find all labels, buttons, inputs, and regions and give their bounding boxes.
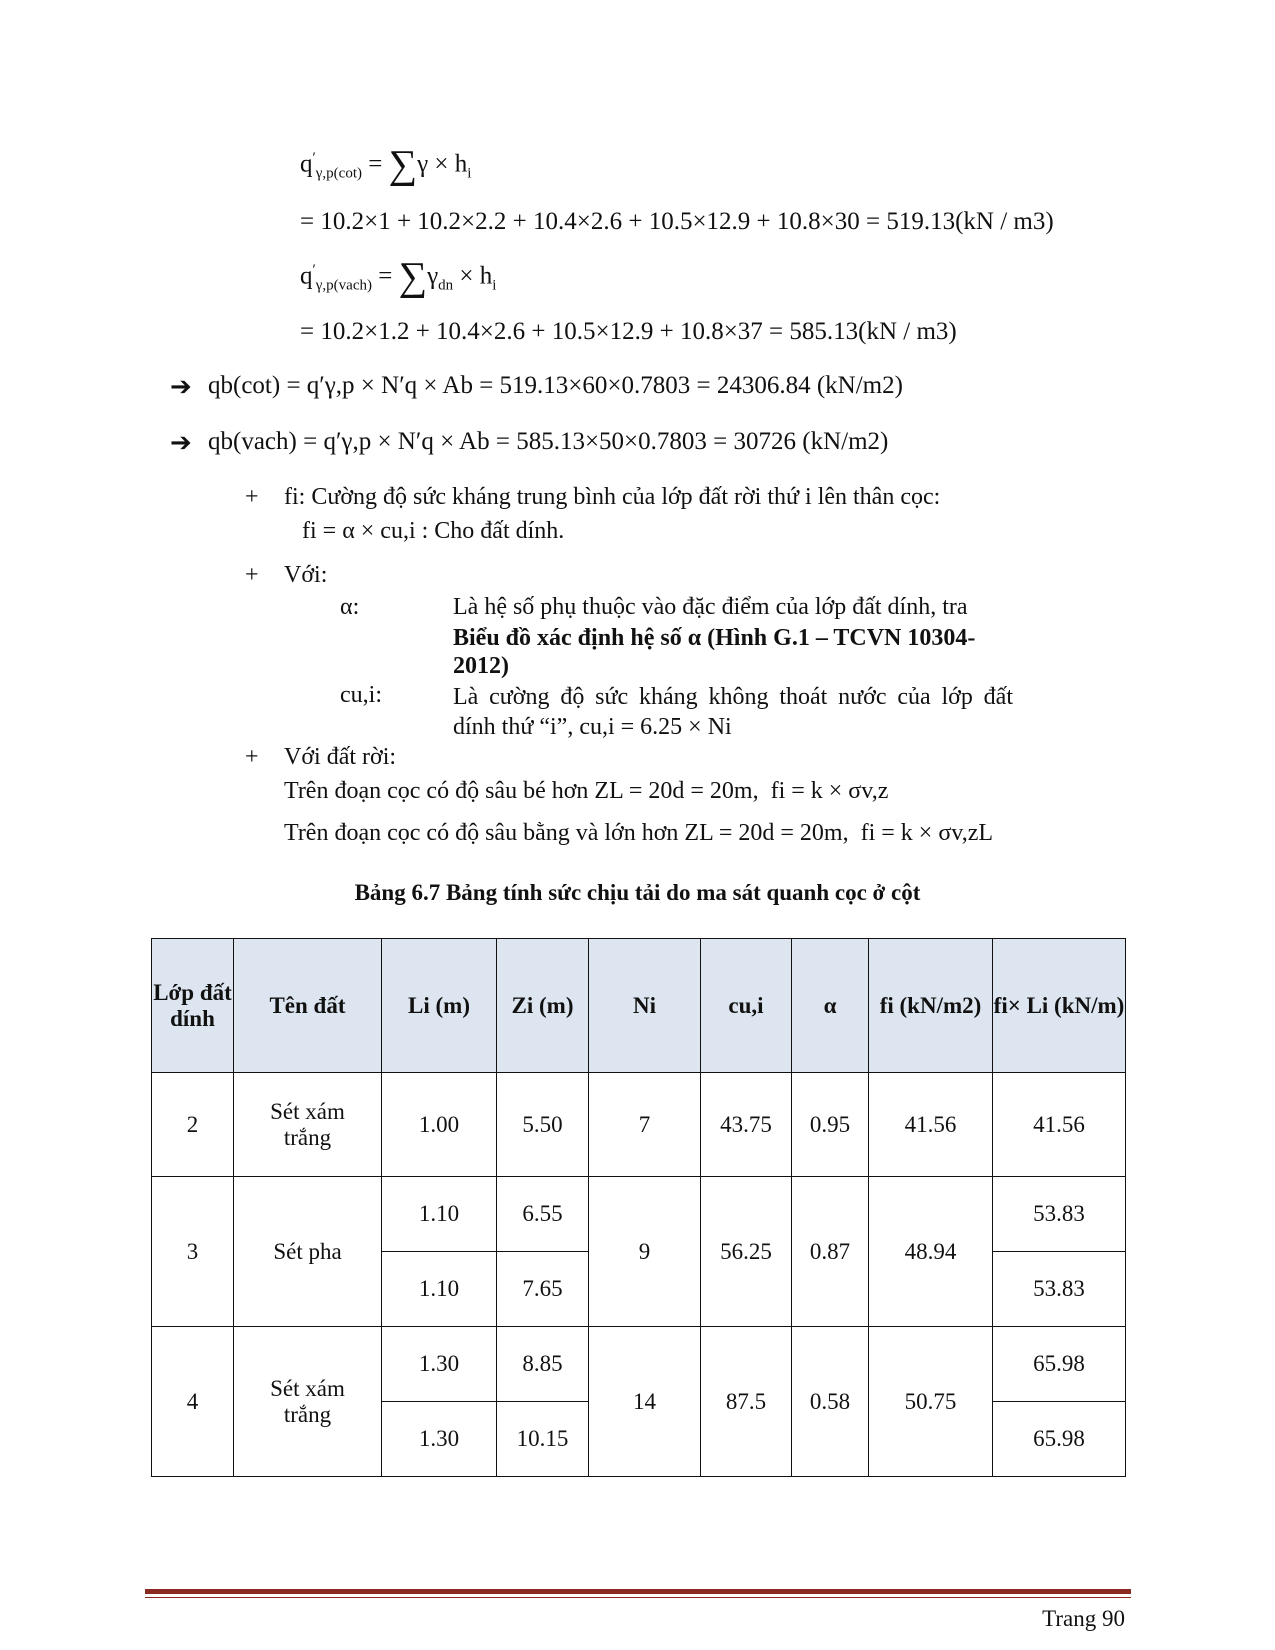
fi-cell: 41.56 xyxy=(869,1073,993,1177)
alpha-cell: 0.95 xyxy=(792,1073,869,1177)
equation-1-lhs: $q'_{\gamma,p(cot)} = \sum\gamma \times h_i$ xyxy=(300,141,472,187)
depth-below-line: Trên đoạn cọc có độ sâu bé hơn ZL = 20d = 20m, fi = k × σv,z xyxy=(284,778,889,804)
header-fi: fi (kN/m2) xyxy=(869,939,993,1073)
soil-name-cell: Sét xám trắng xyxy=(234,1073,382,1177)
cu-cell: 43.75 xyxy=(701,1073,792,1177)
ni-cell: 7 xyxy=(589,1073,701,1177)
soil-name-cell: Sét xám trắng xyxy=(234,1327,382,1477)
plus-bullet: + xyxy=(245,484,259,510)
footer-divider xyxy=(145,1589,1131,1594)
header-cu: cu,i xyxy=(701,939,792,1073)
li-cell: 1.00 xyxy=(382,1073,497,1177)
li-cell: 1.30 xyxy=(382,1327,497,1402)
layer-cell: 2 xyxy=(152,1073,234,1177)
fi-cell: 50.75 xyxy=(869,1327,993,1477)
fi-li-cell: 41.56 xyxy=(993,1073,1126,1177)
header-soil-name: Tên đất xyxy=(234,939,382,1073)
depth-above-line: Trên đoạn cọc có độ sâu bằng và lớn hơn ZL = 20d = 20m, fi = k × σv,zL xyxy=(284,820,994,846)
layer-cell: 4 xyxy=(152,1327,234,1477)
plus-bullet: + xyxy=(245,744,259,770)
zi-cell: 6.55 xyxy=(497,1177,589,1252)
equation-2-rhs: = 10.2×1.2 + 10.4×2.6 + 10.5×12.9 + 10.8×37 = 585.13(kN / m3) xyxy=(300,318,957,345)
header-li: Li (m) xyxy=(382,939,497,1073)
cu-description: Là cường độ sức kháng không thoát nước của lớp đất dính thứ “i”, cu,i = 6.25 × Ni xyxy=(453,684,1013,740)
zi-cell: 8.85 xyxy=(497,1327,589,1402)
fi-cell: 48.94 xyxy=(869,1177,993,1327)
header-ni: Ni xyxy=(589,939,701,1073)
zi-cell: 10.15 xyxy=(497,1402,589,1477)
table-row xyxy=(152,1073,1126,1177)
li-cell: 1.10 xyxy=(382,1177,497,1252)
alpha-label: α: xyxy=(340,594,360,620)
cu-cell: 87.5 xyxy=(701,1327,792,1477)
alpha-description: Là hệ số phụ thuộc vào đặc điểm của lớp đất dính, tra xyxy=(453,594,968,620)
fi-li-cell: 53.83 xyxy=(993,1252,1126,1327)
zi-cell: 5.50 xyxy=(497,1073,589,1177)
alpha-cell: 0.87 xyxy=(792,1177,869,1327)
page-number: Trang 90 xyxy=(1042,1606,1125,1631)
cu-cell: 56.25 xyxy=(701,1177,792,1327)
fi-li-cell: 65.98 xyxy=(993,1327,1126,1402)
alpha-reference: Biểu đồ xác định hệ số α (Hình G.1 – TCVN 10304-2012) xyxy=(453,625,976,679)
ni-cell: 9 xyxy=(589,1177,701,1327)
layer-cell: 3 xyxy=(152,1177,234,1327)
header-zi: Zi (m) xyxy=(497,939,589,1073)
header-layer: Lớp đất dính xyxy=(152,939,234,1073)
voi-dat-roi-label: Với đất rời: xyxy=(284,744,397,770)
table-caption: Bảng 6.7 Bảng tính sức chịu tải do ma sát quanh cọc ở cột xyxy=(354,880,921,905)
arrow-right-icon: ➔ xyxy=(170,428,192,458)
li-cell: 1.30 xyxy=(382,1402,497,1477)
arrow-right-icon: ➔ xyxy=(170,372,192,402)
equation-4: qb(vach) = q′γ,p × N′q × Ab = 585.13×50×0.7803 = 30726 (kN/m2) xyxy=(208,428,889,455)
cu-label: cu,i: xyxy=(340,682,382,708)
equation-3: qb(cot) = q′γ,p × N′q × Ab = 519.13×60×0.7803 = 24306.84 (kN/m2) xyxy=(208,372,903,399)
li-cell: 1.10 xyxy=(382,1252,497,1327)
fi-definition: fi: Cường độ sức kháng trung bình của lớp đất rời thứ i lên thân cọc: xyxy=(284,484,941,510)
fi-formula: fi = α × cu,i : Cho đất dính. xyxy=(302,518,565,544)
fi-li-cell: 53.83 xyxy=(993,1177,1126,1252)
header-alpha: α xyxy=(792,939,869,1073)
alpha-cell: 0.58 xyxy=(792,1327,869,1477)
table-row xyxy=(152,1177,1126,1252)
soil-name-cell: Sét pha xyxy=(234,1177,382,1327)
zi-cell: 7.65 xyxy=(497,1252,589,1327)
ni-cell: 14 xyxy=(589,1327,701,1477)
header-fi-li: fi× Li (kN/m) xyxy=(993,939,1126,1073)
friction-capacity-table xyxy=(151,938,1126,1477)
equation-2-lhs: $q'_{\gamma,p(vach)} = \sum\gamma_{dn} \times h_i$ xyxy=(300,253,497,299)
table-row xyxy=(152,1327,1126,1402)
footer-divider-thin xyxy=(145,1597,1131,1598)
fi-li-cell: 65.98 xyxy=(993,1402,1126,1477)
plus-bullet: + xyxy=(245,562,259,588)
equation-1-rhs: = 10.2×1 + 10.2×2.2 + 10.4×2.6 + 10.5×12.9 + 10.8×30 = 519.13(kN / m3) xyxy=(300,208,1054,235)
table-header-row xyxy=(152,939,1126,1073)
voi-label: Với: xyxy=(284,562,328,588)
